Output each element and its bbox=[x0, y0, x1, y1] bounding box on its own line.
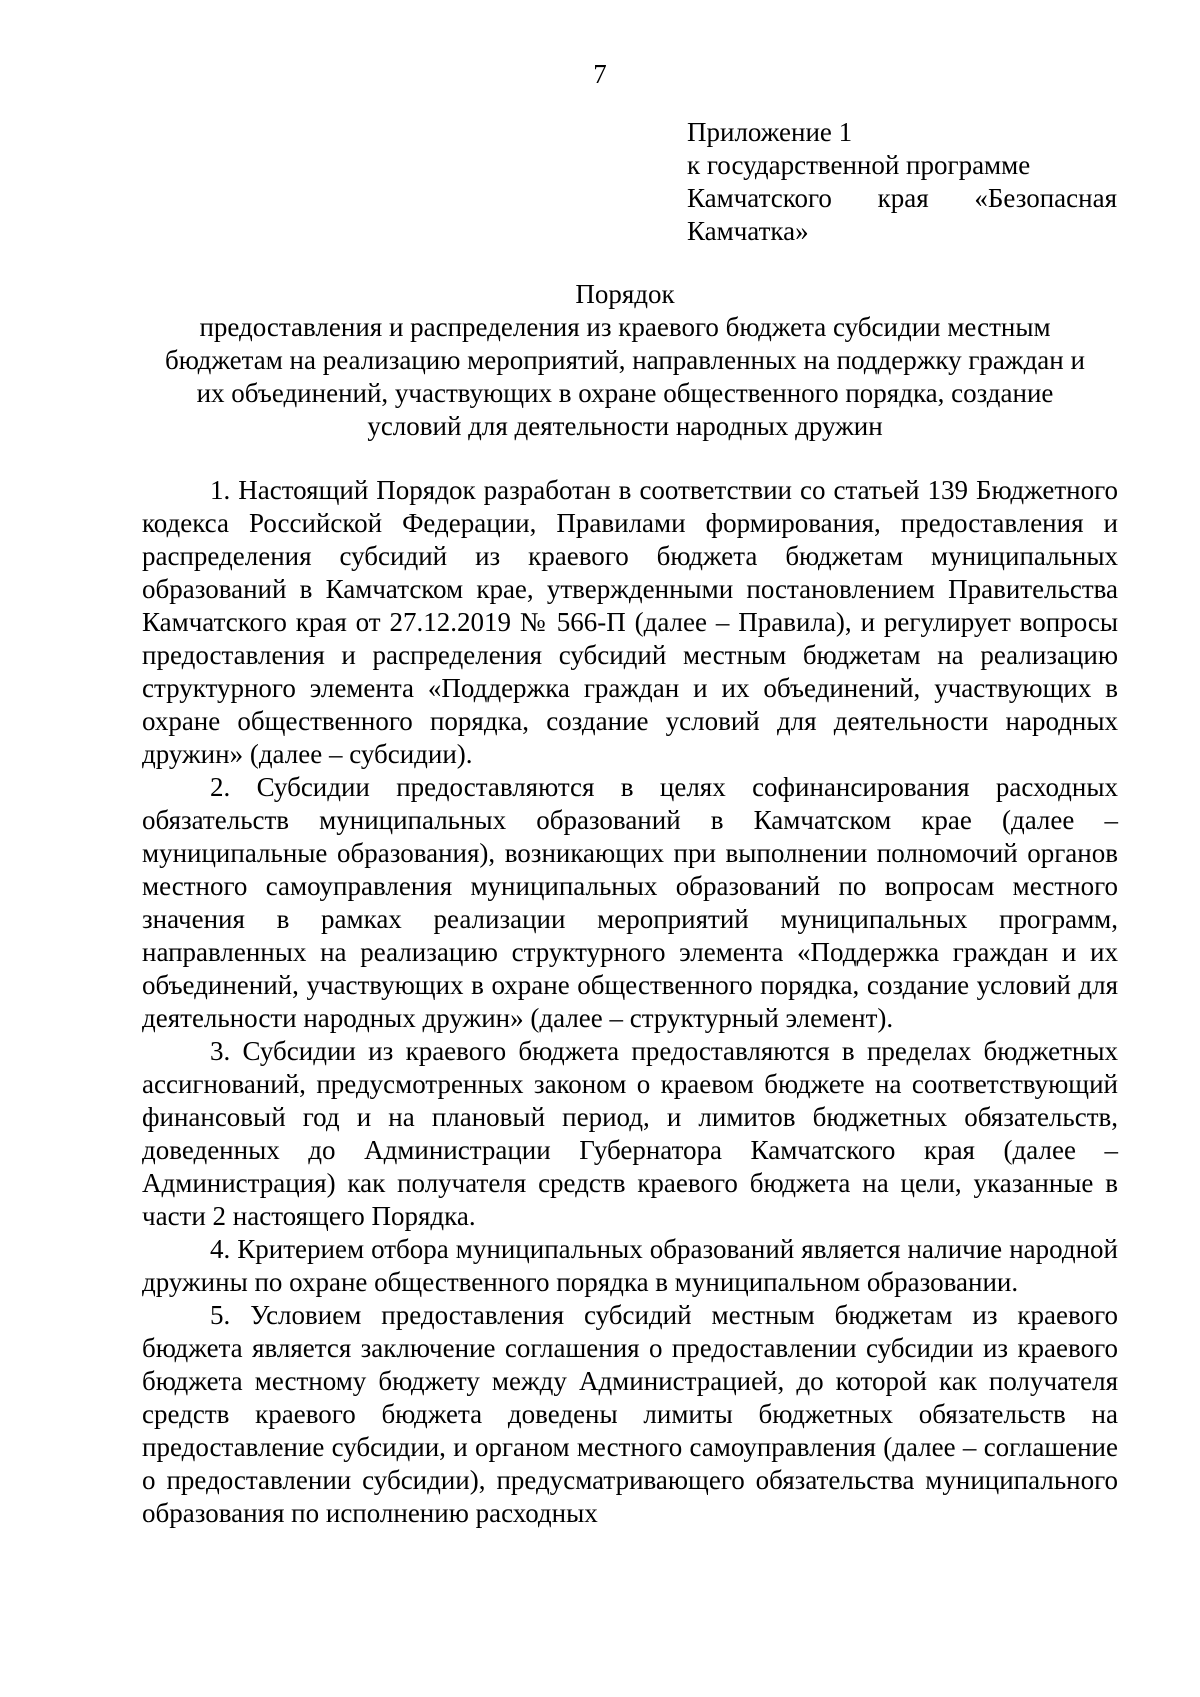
document-body bbox=[142, 474, 1118, 1530]
title-subtitle: предоставления и распределения из краевого бюджета субсидии местным бюджетам на реализацию мероприятий, направленных на поддержку граждан и их объединений, участвующих в охране общественного порядка, создание условий для деятельности народных дружин bbox=[165, 312, 1085, 441]
document-title bbox=[130, 278, 1120, 443]
paragraph-5: 5. Условием предоставления субсидий местным бюджетам из краевого бюджета является заключение соглашения о предоставлении субсидии из краевого бюджета местному бюджету между Администрацией, до которой как получателя средств краевого бюджета доведены лимиты бюджетных обязательств на предоставление субсидии, и органом местного самоуправления (далее – соглашение о предоставлении субсидии), предусматривающего обязательства муниципального образования по исполнению расходных bbox=[142, 1300, 1118, 1528]
page-number: 7 bbox=[593, 59, 607, 89]
appendix-header bbox=[687, 116, 1117, 248]
paragraph-2: 2. Субсидии предоставляются в целях софинансирования расходных обязательств муниципальных образований в Камчатском крае (далее – муниципальные образования), возникающих при выполнении полномочий органов местного самоуправления муниципальных образований по вопросам местного значения в рамках реализации мероприятий муниципальных программ, направленных на реализацию структурного элемента «Поддержка граждан и их объединений, участвующих в охране общественного порядка, создание условий для деятельности народных дружин» (далее – структурный элемент). bbox=[142, 772, 1118, 1033]
appendix-line-1: Приложение 1 bbox=[687, 117, 853, 147]
appendix-line-4: Камчатка» bbox=[687, 216, 809, 246]
paragraph-4: 4. Критерием отбора муниципальных образований является наличие народной дружины по охране общественного порядка в муниципальном образовании. bbox=[142, 1234, 1118, 1297]
paragraph-1: 1. Настоящий Порядок разработан в соответствии со статьей 139 Бюджетного кодекса Российской Федерации, Правилами формирования, предоставления и распределения субсидий из краевого бюджета бюджетам муниципальных образований в Камчатском крае, утвержденными постановлением Правительства Камчатского края от 27.12.2019 № 566-П (далее – Правила), и регулирует вопросы предоставления и распределения субсидий местным бюджетам на реализацию структурного элемента «Поддержка граждан и их объединений, участвующих в охране общественного порядка, создание условий для деятельности народных дружин» (далее – субсидии). bbox=[142, 475, 1118, 769]
paragraph-3: 3. Субсидии из краевого бюджета предоставляются в пределах бюджетных ассигнований, предусмотренных законом о краевом бюджете на соответствующий финансовый год и на плановый период, и лимитов бюджетных обязательств, доведенных до Администрации Губернатора Камчатского края (далее – Администрация) как получателя средств краевого бюджета на цели, указанные в части 2 настоящего Порядка. bbox=[142, 1036, 1118, 1231]
appendix-line-2: к государственной программе bbox=[687, 150, 1031, 180]
appendix-line-3: Камчатского края «Безопасная bbox=[687, 183, 1117, 213]
title-heading: Порядок bbox=[575, 279, 675, 309]
